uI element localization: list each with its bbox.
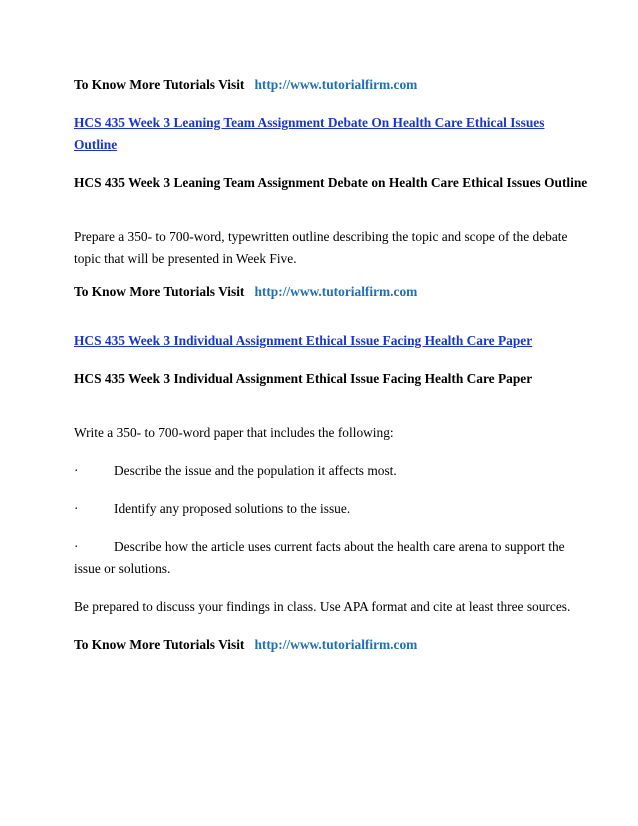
bullet-item — [74, 498, 588, 520]
bullet-text: Identify any proposed solutions to the issue. — [114, 501, 351, 516]
bullet-item-wrapped — [74, 536, 588, 580]
bullet-marker: · — [74, 539, 79, 554]
bullet-text: Describe how the article uses current facts about the health care arena to support the issue or solutions. — [74, 539, 565, 576]
section2-intro: Write a 350- to 700-word paper that includes the following: — [74, 425, 394, 440]
promo-url[interactable]: http://www.tutorialfirm.com — [254, 637, 418, 652]
section2-closing: Be prepared to discuss your findings in class. Use APA format and cite at least three sources. — [74, 599, 571, 614]
bullet-item — [74, 460, 588, 482]
promo-line-2 — [74, 281, 588, 303]
promo-line-1 — [74, 74, 588, 96]
promo-label: To Know More Tutorials Visit — [74, 637, 245, 652]
promo-line-3 — [74, 634, 588, 656]
section1-heading: HCS 435 Week 3 Leaning Team Assignment Debate on Health Care Ethical Issues Outline — [74, 175, 588, 190]
section1-body: Prepare a 350- to 700-word, typewritten outline describing the topic and scope of the debate topic that will be presented in Week Five. — [74, 229, 568, 266]
promo-label: To Know More Tutorials Visit — [74, 77, 245, 92]
bullet-marker: · — [74, 463, 79, 478]
bullet-marker: · — [74, 501, 79, 516]
promo-url[interactable]: http://www.tutorialfirm.com — [254, 284, 418, 299]
bullet-text: Describe the issue and the population it affects most. — [114, 463, 397, 478]
section2-title-link[interactable]: HCS 435 Week 3 Individual Assignment Ethical Issue Facing Health Care Paper — [74, 333, 533, 348]
promo-url[interactable]: http://www.tutorialfirm.com — [254, 77, 418, 92]
section1-title-link[interactable]: HCS 435 Week 3 Leaning Team Assignment Debate On Health Care Ethical Issues Outline — [74, 115, 545, 152]
section2-heading: HCS 435 Week 3 Individual Assignment Ethical Issue Facing Health Care Paper — [74, 371, 533, 386]
promo-label: To Know More Tutorials Visit — [74, 284, 245, 299]
